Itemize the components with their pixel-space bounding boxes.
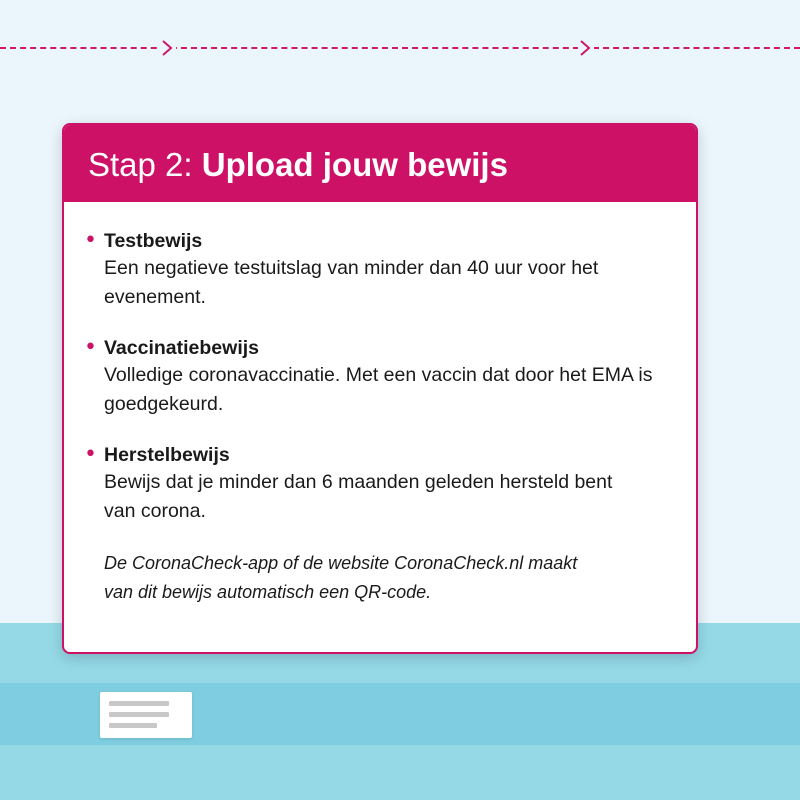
item-title: Testbewijs bbox=[104, 230, 203, 252]
chevron-right-icon bbox=[578, 40, 594, 56]
chevron-right-icon bbox=[160, 40, 176, 56]
item-text: Een negatieve testuitslag van minder dan 40 uur voor het evenement. bbox=[104, 257, 599, 308]
document-icon bbox=[100, 692, 192, 738]
item-title: Herstelbewijs bbox=[104, 444, 230, 466]
card-header bbox=[64, 125, 696, 202]
list-item-vaccinatiebewijs bbox=[82, 335, 676, 419]
list-item-testbewijs bbox=[82, 228, 676, 312]
background-band-bottom bbox=[0, 745, 800, 800]
progress-dashed-line bbox=[0, 47, 800, 49]
card-title: Upload jouw bewijs bbox=[201, 146, 508, 183]
list-item-herstelbewijs bbox=[82, 442, 676, 526]
item-text: Volledige coronavaccinatie. Met een vaccin dat door het EMA is goedgekeurd. bbox=[104, 364, 653, 415]
card-body bbox=[64, 202, 696, 607]
step-label: Stap 2: bbox=[88, 146, 193, 183]
item-text: Bewijs dat je minder dan 6 maanden geleden hersteld bent van corona. bbox=[104, 471, 613, 522]
bullet-icon: • bbox=[84, 442, 97, 467]
bullet-icon: • bbox=[84, 335, 97, 360]
item-title: Vaccinatiebewijs bbox=[104, 337, 260, 359]
info-note: De CoronaCheck-app of de website CoronaCheck.nl maakt van dit bewijs automatisch een QR-code. bbox=[104, 553, 578, 602]
bullet-icon: • bbox=[84, 228, 97, 253]
step-card bbox=[62, 123, 698, 654]
